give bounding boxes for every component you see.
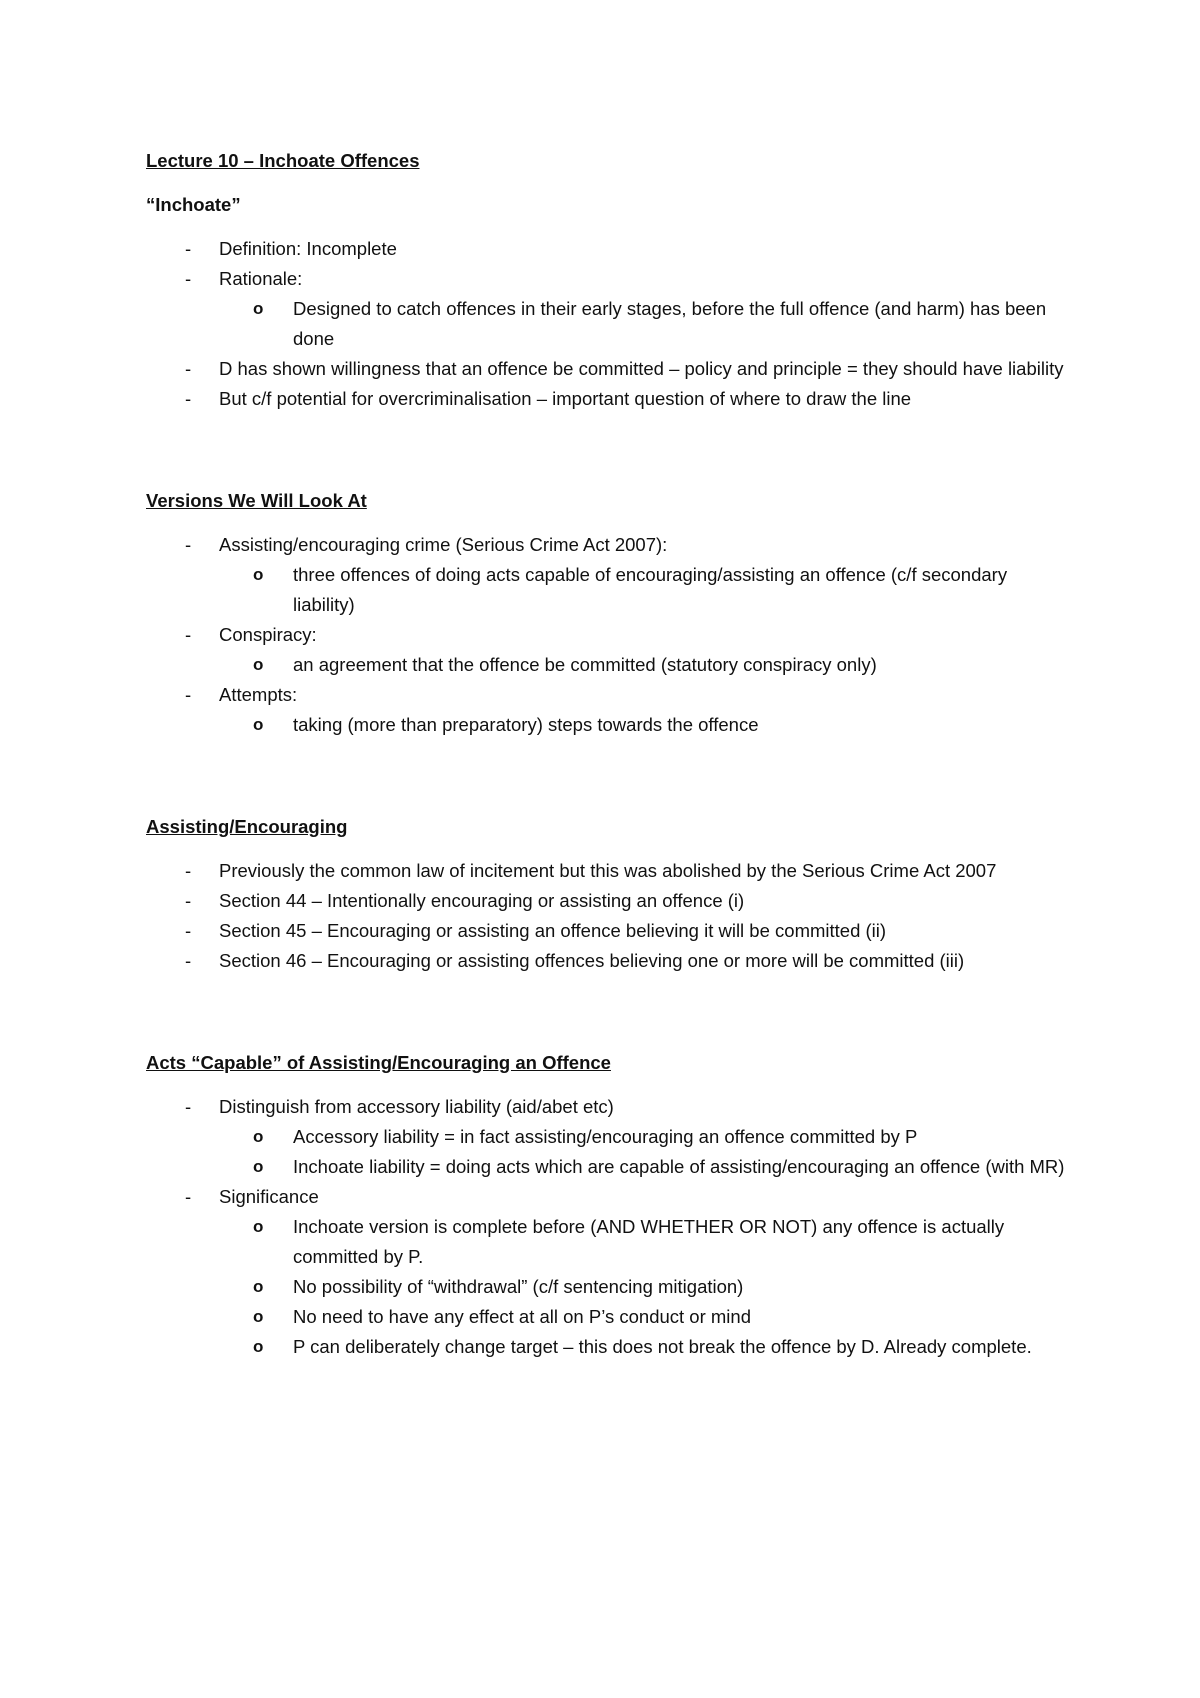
dash-bullet: - [185, 860, 192, 881]
sub-list [219, 1212, 1066, 1362]
list-item-text: Significance [219, 1186, 319, 1207]
sub-list-item-text: Designed to catch offences in their early stages, before the full offence (and harm) has been done [293, 298, 1047, 349]
circle-bullet: o [253, 1337, 264, 1356]
circle-bullet: o [253, 299, 264, 318]
list-item [146, 680, 1066, 740]
sub-list-item [219, 1122, 1066, 1152]
sub-list-item [219, 1332, 1066, 1362]
list-item-text: Rationale: [219, 268, 303, 289]
circle-bullet: o [253, 1217, 264, 1236]
section-versions [146, 486, 1066, 740]
sub-list-item-text: taking (more than preparatory) steps towards the offence [293, 714, 759, 735]
dash-bullet: - [185, 684, 192, 705]
list-item [146, 1182, 1066, 1362]
section-heading-assisting: Assisting/Encouraging [146, 816, 348, 837]
sub-list [219, 1122, 1066, 1182]
section-heading-acts: Acts “Capable” of Assisting/Encouraging an Offence [146, 1052, 611, 1073]
section-inchoate [146, 190, 1066, 414]
list-item [146, 620, 1066, 680]
versions-list [146, 530, 1066, 740]
sub-list-item-text: P can deliberately change target – this does not break the offence by D. Already complete. [293, 1336, 1032, 1357]
dash-bullet: - [185, 950, 192, 971]
sub-list-item-text: Inchoate version is complete before (AND WHETHER OR NOT) any offence is actually committed by P. [293, 1216, 1005, 1267]
sub-list-item [219, 1152, 1066, 1182]
inchoate-list [146, 234, 1066, 414]
list-item [146, 264, 1066, 354]
sub-list-item-text: Inchoate liability = doing acts which are capable of assisting/encouraging an offence (with MR) [293, 1156, 1065, 1177]
list-item [146, 916, 1066, 946]
section-acts [146, 1048, 1066, 1362]
circle-bullet: o [253, 1157, 264, 1176]
sub-list-item [219, 650, 1066, 680]
sub-list [219, 650, 1066, 680]
list-item-text: Conspiracy: [219, 624, 317, 645]
sub-list [219, 294, 1066, 354]
circle-bullet: o [253, 655, 264, 674]
sub-list-item [219, 1212, 1066, 1272]
sub-list [219, 710, 1066, 740]
sub-list-item [219, 710, 1066, 740]
dash-bullet: - [185, 890, 192, 911]
section-assisting [146, 812, 1066, 976]
circle-bullet: o [253, 715, 264, 734]
section-gap [146, 754, 1066, 812]
list-item-text: Section 44 – Intentionally encouraging or assisting an offence (i) [219, 890, 745, 911]
circle-bullet: o [253, 1307, 264, 1326]
dash-bullet: - [185, 534, 192, 555]
dash-bullet: - [185, 358, 192, 379]
list-item-text: Previously the common law of incitement but this was abolished by the Serious Crime Act 2007 [219, 860, 997, 881]
section-heading-versions: Versions We Will Look At [146, 490, 367, 511]
dash-bullet: - [185, 624, 192, 645]
dash-bullet: - [185, 920, 192, 941]
list-item-text: Definition: Incomplete [219, 238, 397, 259]
sub-list [219, 560, 1066, 620]
list-item [146, 1092, 1066, 1182]
list-item-text: D has shown willingness that an offence be committed – policy and principle = they should have liability [219, 358, 1064, 379]
list-item [146, 384, 1066, 414]
circle-bullet: o [253, 1127, 264, 1146]
sub-list-item-text: Accessory liability = in fact assisting/encouraging an offence committed by P [293, 1126, 918, 1147]
circle-bullet: o [253, 565, 264, 584]
dash-bullet: - [185, 388, 192, 409]
list-item-text: Assisting/encouraging crime (Serious Crime Act 2007): [219, 534, 668, 555]
dash-bullet: - [185, 238, 192, 259]
sub-list-item [219, 560, 1066, 620]
list-item-text: But c/f potential for overcriminalisation – important question of where to draw the line [219, 388, 912, 409]
section-heading-inchoate: “Inchoate” [146, 194, 241, 215]
sub-list-item-text: three offences of doing acts capable of encouraging/assisting an offence (c/f secondary liability) [293, 564, 1008, 615]
circle-bullet: o [253, 1277, 264, 1296]
sub-list-item [219, 1272, 1066, 1302]
list-item-text: Attempts: [219, 684, 298, 705]
list-item [146, 234, 1066, 264]
acts-list [146, 1092, 1066, 1362]
list-item-text: Distinguish from accessory liability (aid/abet etc) [219, 1096, 614, 1117]
sub-list-item [219, 294, 1066, 354]
list-item [146, 946, 1066, 976]
list-item [146, 856, 1066, 886]
sub-list-item-text: No possibility of “withdrawal” (c/f sentencing mitigation) [293, 1276, 744, 1297]
assisting-list [146, 856, 1066, 976]
sub-list-item-text: No need to have any effect at all on P’s conduct or mind [293, 1306, 751, 1327]
dash-bullet: - [185, 268, 192, 289]
list-item [146, 530, 1066, 620]
page-title: Lecture 10 – Inchoate Offences [146, 150, 420, 171]
dash-bullet: - [185, 1096, 192, 1117]
sub-list-item [219, 1302, 1066, 1332]
list-item-text: Section 46 – Encouraging or assisting offences believing one or more will be committed (iii) [219, 950, 965, 971]
dash-bullet: - [185, 1186, 192, 1207]
section-gap [146, 428, 1066, 486]
list-item [146, 886, 1066, 916]
list-item-text: Section 45 – Encouraging or assisting an offence believing it will be committed (ii) [219, 920, 887, 941]
section-gap [146, 990, 1066, 1048]
sub-list-item-text: an agreement that the offence be committed (statutory conspiracy only) [293, 654, 877, 675]
list-item [146, 354, 1066, 384]
document-content [146, 146, 1066, 1376]
